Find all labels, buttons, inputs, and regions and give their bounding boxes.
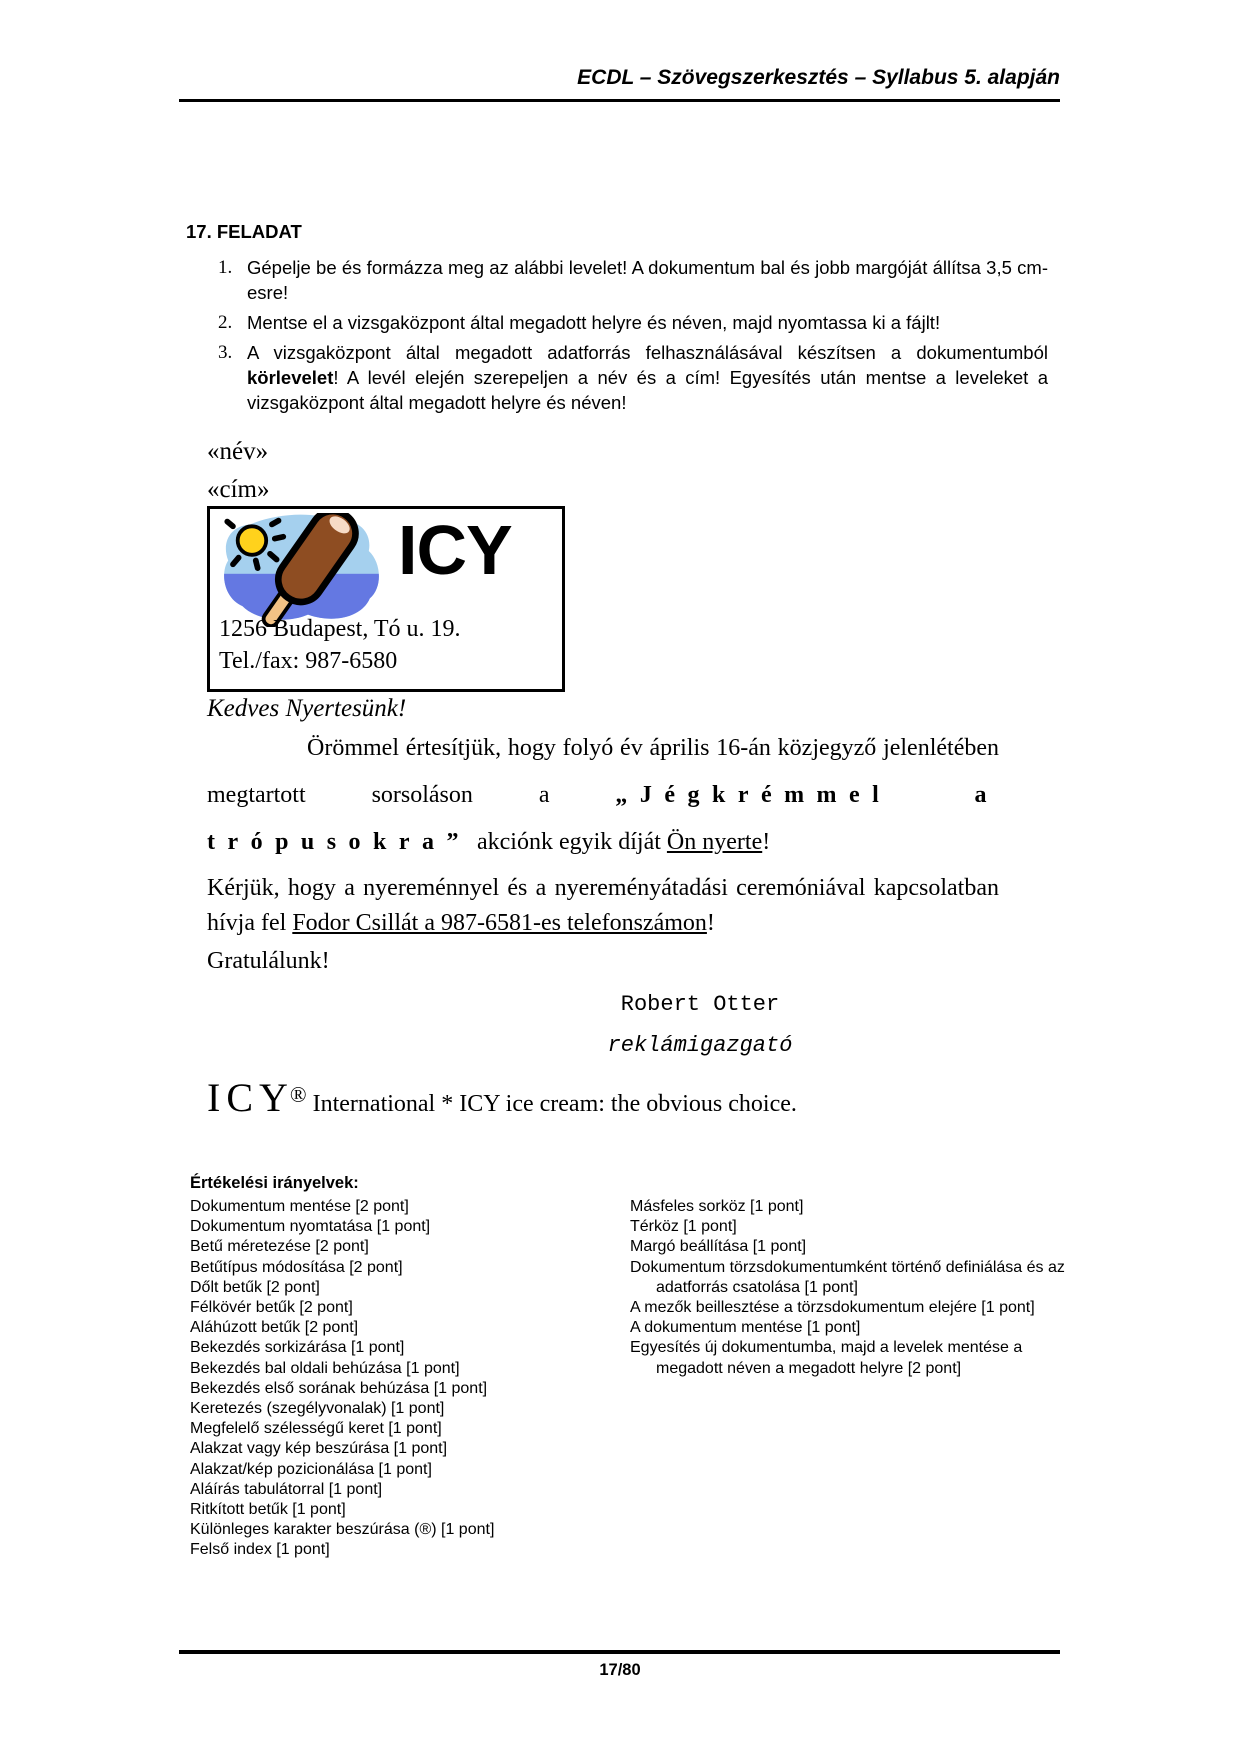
letter-paragraph-2 [207,871,999,941]
task-item-text [247,340,1048,415]
evaluation-item: Bekezdés első sorának behúzása [1 pont] [190,1379,488,1397]
letter-paragraph-1 [207,725,999,866]
signature-name: Robert Otter [620,992,780,1017]
evaluation-item: Különleges karakter beszúrása (®) [1 pont] [190,1521,495,1539]
evaluation-item: Egyesítés új dokumentumba, majd a levelek mentése a megadott néven a megadott helyre [2 pont] [630,1339,1023,1377]
paragraph1-underlined: Ön nyerte [666,829,763,855]
company-logo-text: ICY [398,511,512,589]
ice-cream-clipart-icon [215,513,401,627]
paragraph2-end: ! [706,910,715,936]
task-list-item [218,340,1048,415]
paragraph1-end: ! [762,829,771,855]
task-item-number: 3. [218,342,233,363]
task-item-text [247,310,1048,335]
footer-rule [179,1650,1060,1654]
paragraph1-mid: akciónk egyik díját [470,829,667,855]
evaluation-item: Alakzat/kép pozicionálása [1 pont] [190,1460,432,1478]
evaluation-item: Ritkított betűk [1 pont] [190,1501,346,1519]
evaluation-item: Alakzat vagy kép beszúrása [1 pont] [190,1440,448,1458]
header-rule [179,99,1060,102]
task-item-text [247,255,1048,305]
evaluation-right-column [630,1197,1070,1379]
campaign-name-spaced-bold: „Jégkrémmel a trópusokra” [207,782,1000,855]
registered-trademark-icon: ® [289,1082,307,1107]
task-item-text-pre: A vizsgaközpont által megadott adatforrás felhasználásával készítsen a dokumentumból [247,342,1048,363]
evaluation-item: Dokumentum törzsdokumentumként történő definiálása és az adatforrás csatolása [1 pont] [630,1258,1065,1296]
merge-field-name: «név» [207,438,269,465]
slogan-text: International * ICY ice cream: the obvious choice. [306,1091,797,1117]
evaluation-item: Bekezdés sorkizárása [1 pont] [190,1339,405,1357]
signature-title: reklámigazgató [607,1033,793,1058]
evaluation-item: Megfelelő szélességű keret [1 pont] [190,1420,442,1438]
company-letterhead-box [207,506,565,692]
task-heading: 17. FELADAT [186,221,302,242]
company-address-line2: Tel./fax: 987-6580 [219,648,398,674]
evaluation-item: A dokumentum mentése [1 pont] [630,1319,861,1337]
evaluation-item: Dokumentum mentése [2 pont] [190,1198,409,1215]
company-slogan [207,1074,797,1121]
task-item-text-pre: Gépelje be és formázza meg az alábbi levelet! A dokumentum bal és jobb margóját állítsa 3,5 cm-esre! [247,257,1048,303]
evaluation-item: Aláhúzott betűk [2 pont] [190,1319,359,1337]
evaluation-heading: Értékelési irányelvek: [190,1174,359,1192]
merge-field-address: «cím» [207,476,270,503]
task-list-item [218,310,1048,335]
company-address-line1: 1256 Budapest, Tó u. 19. [219,616,461,642]
evaluation-item: A mezők beillesztése a törzsdokumentum elejére [1 pont] [630,1299,1035,1317]
paragraph2-pre: Kérjük, hogy a nyereménnyel és a nyereményátadási ceremóniával kapcsolatban hívja fel [207,875,999,936]
paragraph2-underlined: Fodor Csillát a 987-6581-es telefonszámon [292,910,707,936]
task-list-item [218,255,1048,305]
task-item-number: 2. [218,312,233,333]
evaluation-item: Aláírás tabulátorral [1 pont] [190,1480,383,1498]
page-header-title: ECDL – Szövegszerkesztés – Syllabus 5. alapján [577,66,1060,89]
paragraph1-pre: Örömmel értesítjük, hogy folyó év április 16-án közjegyző jelenlétében megtartott sorsoláson a [207,735,999,808]
evaluation-item: Margó beállítása [1 pont] [630,1238,807,1256]
letter-closing: Gratulálunk! [207,948,330,974]
evaluation-item: Betűtípus módosítása [2 pont] [190,1258,403,1276]
evaluation-item: Keretezés (szegélyvonalak) [1 pont] [190,1400,445,1418]
letter-greeting: Kedves Nyertesünk! [207,695,407,722]
company-address [219,613,461,677]
task-item-text-post: ! A levél elején szerepeljen a név és a cím! Egyesítés után mentse a leveleket a vizsgaközpont által megadott helyre és néven! [247,367,1048,413]
evaluation-item: Térköz [1 pont] [630,1218,737,1236]
evaluation-left-column [190,1197,620,1561]
evaluation-item: Dőlt betűk [2 pont] [190,1278,320,1296]
evaluation-item: Betű méretezése [2 pont] [190,1238,369,1256]
evaluation-item: Dokumentum nyomtatása [1 pont] [190,1218,431,1236]
evaluation-item: Felső index [1 pont] [190,1541,330,1559]
task-list [218,255,1048,420]
evaluation-item: Másfeles sorköz [1 pont] [630,1198,804,1215]
evaluation-item: Félkövér betűk [2 pont] [190,1299,353,1317]
page-number: 17/80 [599,1661,641,1679]
evaluation-item: Bekezdés bal oldali behúzása [1 pont] [190,1359,460,1377]
slogan-brand: ICY [207,1075,294,1120]
task-item-text-pre: Mentse el a vizsgaközpont által megadott helyre és néven, majd nyomtassa ki a fájlt! [247,312,941,333]
signature-block [480,984,920,1066]
task-item-text-bold: körlevelet [247,367,334,388]
task-item-number: 1. [218,257,233,278]
